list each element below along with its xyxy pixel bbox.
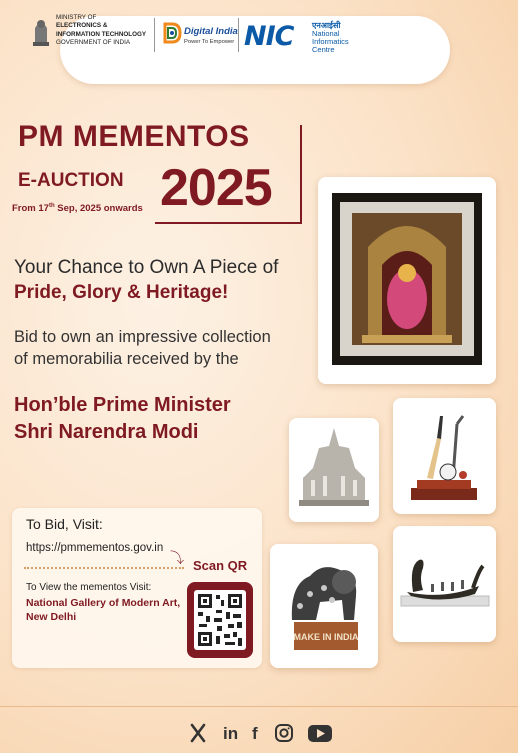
framed-deity-image <box>318 177 496 384</box>
memento-photo-boat <box>393 526 496 642</box>
pm-name: Hon’ble Prime Minister Shri Narendra Modi <box>14 394 231 443</box>
digital-india-text: Digital India <box>184 26 238 37</box>
divider <box>238 18 239 52</box>
qr-code[interactable] <box>187 582 253 658</box>
tagline: Your Chance to Own A Piece of <box>14 257 279 278</box>
svg-text:f: f <box>252 724 258 743</box>
to-bid-label: To Bid, Visit: <box>26 516 103 532</box>
ministry-name: MINISTRY OF ELECTRONICS & INFORMATION TECHNOLOGY GOVERNMENT OF INDIA <box>56 14 147 46</box>
temple-model-image <box>289 418 379 522</box>
linkedin-icon[interactable] <box>223 724 238 743</box>
nic-logo: NIC <box>244 21 294 52</box>
footer-divider <box>0 706 518 707</box>
to-view-label: To View the mementos Visit: <box>26 582 152 593</box>
svg-text:in: in <box>223 724 239 743</box>
start-date: From 17th Sep, 2025 onwards <box>12 203 143 215</box>
dotted-divider <box>24 567 184 569</box>
tagline-highlight: Pride, Glory & Heritage! <box>14 282 229 303</box>
nic-name: National Informatics Centre <box>312 29 349 54</box>
scan-qr-label: Scan QR <box>193 558 248 573</box>
svg-text:MAKE IN INDIA: MAKE IN INDIA <box>293 632 359 642</box>
subtitle-eauction: E-AUCTION <box>18 170 124 191</box>
social-links <box>190 722 340 744</box>
lion-statue-image <box>270 544 378 668</box>
memento-photo-cricket-bat <box>393 398 496 514</box>
x-icon[interactable] <box>192 725 204 741</box>
title-frame <box>300 125 302 223</box>
venue-name: National Gallery of Modern Art, New Delhi <box>26 597 181 623</box>
digital-india-tagline: Power To Empower <box>184 39 235 45</box>
national-emblem-icon <box>30 14 52 50</box>
description: Bid to own an impressive collection of memorabilia received by the <box>14 328 271 368</box>
memento-photo-lion <box>270 544 378 668</box>
year: 2025 <box>160 159 272 217</box>
qr-code-icon <box>187 582 253 658</box>
page-title: PM MEMENTOS <box>18 120 250 153</box>
digital-india-logo-icon <box>162 20 182 46</box>
cricket-bat-image <box>393 398 496 514</box>
snake-boat-image <box>393 526 496 642</box>
title-frame <box>155 222 302 224</box>
facebook-icon[interactable] <box>252 724 258 743</box>
auction-link[interactable]: https://pmmementos.gov.in <box>26 542 164 554</box>
divider <box>154 18 155 52</box>
memento-photo-framed-deity <box>318 177 496 384</box>
instagram-icon[interactable] <box>276 725 292 741</box>
curved-arrow-icon: ⤵ <box>170 550 184 566</box>
youtube-icon[interactable] <box>308 725 332 742</box>
memento-photo-temple-model <box>289 418 379 522</box>
nic-hindi-text: एनआईसी <box>312 21 341 30</box>
